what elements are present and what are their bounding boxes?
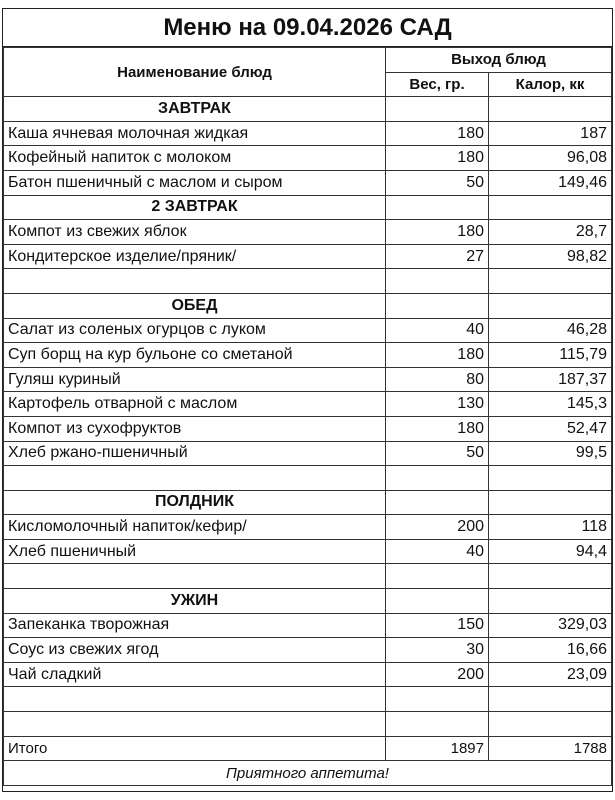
cell-calories: 96,08 <box>489 146 612 171</box>
cell-weight <box>386 687 489 712</box>
cell-name <box>4 466 386 491</box>
table-row <box>4 613 612 638</box>
cell-name: Компот из свежих яблок <box>4 220 386 245</box>
cell-calories: 52,47 <box>489 416 612 441</box>
table-row <box>4 441 612 466</box>
cell-weight <box>386 589 489 614</box>
table-row <box>4 416 612 441</box>
cell-calories <box>489 490 612 515</box>
cell-name: Картофель отварной с маслом <box>4 392 386 417</box>
cell-calories: 1788 <box>489 736 612 761</box>
table-row <box>4 146 612 171</box>
cell-calories: 187,37 <box>489 367 612 392</box>
table-row <box>4 392 612 417</box>
cell-name: Кофейный напиток с молоком <box>4 146 386 171</box>
blank-row <box>4 466 612 491</box>
cell-name: УЖИН <box>4 589 386 614</box>
cell-calories <box>489 293 612 318</box>
table-row <box>4 662 612 687</box>
cell-name <box>4 712 386 737</box>
table-row <box>4 170 612 195</box>
cell-weight <box>386 466 489 491</box>
cell-name <box>4 269 386 294</box>
menu-sheet <box>2 8 613 792</box>
table-row <box>4 244 612 269</box>
cell-name: Хлеб ржано-пшеничный <box>4 441 386 466</box>
cell-weight <box>386 564 489 589</box>
cell-weight <box>386 712 489 737</box>
header-dish-name: Наименование блюд <box>4 48 386 97</box>
table-row <box>4 121 612 146</box>
cell-weight: 180 <box>386 416 489 441</box>
cell-name: Компот из сухофруктов <box>4 416 386 441</box>
table-row <box>4 638 612 663</box>
blank-row <box>4 564 612 589</box>
cell-name: Батон пшеничный с маслом и сыром <box>4 170 386 195</box>
cell-name: Чай сладкий <box>4 662 386 687</box>
cell-weight <box>386 269 489 294</box>
header-calories: Калор, кк <box>489 72 612 97</box>
cell-weight: 180 <box>386 121 489 146</box>
cell-calories <box>489 466 612 491</box>
section-row <box>4 293 612 318</box>
cell-weight <box>386 293 489 318</box>
cell-weight: 180 <box>386 220 489 245</box>
cell-calories: 99,5 <box>489 441 612 466</box>
cell-calories <box>489 589 612 614</box>
cell-weight: 30 <box>386 638 489 663</box>
cell-name: Салат из соленых огурцов с луком <box>4 318 386 343</box>
cell-calories: 94,4 <box>489 539 612 564</box>
header-weight: Вес, гр. <box>386 72 489 97</box>
cell-name: Суп борщ на кур бульоне со сметаной <box>4 343 386 368</box>
cell-weight: 50 <box>386 441 489 466</box>
table-row <box>4 318 612 343</box>
menu-table <box>3 47 612 786</box>
cell-calories: 28,7 <box>489 220 612 245</box>
cell-name: Запеканка творожная <box>4 613 386 638</box>
cell-weight: 180 <box>386 343 489 368</box>
cell-name <box>4 564 386 589</box>
cell-weight: 27 <box>386 244 489 269</box>
cell-weight: 50 <box>386 170 489 195</box>
cell-calories: 115,79 <box>489 343 612 368</box>
cell-calories <box>489 687 612 712</box>
footer-note: Приятного аппетита! <box>4 761 612 786</box>
cell-name: 2 ЗАВТРАК <box>4 195 386 220</box>
cell-calories: 16,66 <box>489 638 612 663</box>
cell-name: Кисломолочный напиток/кефир/ <box>4 515 386 540</box>
cell-name: Соус из свежих ягод <box>4 638 386 663</box>
cell-weight: 130 <box>386 392 489 417</box>
section-row <box>4 589 612 614</box>
table-row <box>4 220 612 245</box>
total-row <box>4 736 612 761</box>
cell-calories: 149,46 <box>489 170 612 195</box>
cell-name: ПОЛДНИК <box>4 490 386 515</box>
cell-weight: 1897 <box>386 736 489 761</box>
table-row <box>4 367 612 392</box>
cell-weight: 150 <box>386 613 489 638</box>
cell-weight <box>386 490 489 515</box>
cell-calories <box>489 195 612 220</box>
table-row <box>4 539 612 564</box>
cell-calories: 187 <box>489 121 612 146</box>
cell-weight: 200 <box>386 662 489 687</box>
cell-weight: 80 <box>386 367 489 392</box>
cell-weight: 200 <box>386 515 489 540</box>
cell-calories <box>489 564 612 589</box>
cell-calories: 23,09 <box>489 662 612 687</box>
table-row <box>4 343 612 368</box>
header-output: Выход блюд <box>386 48 612 73</box>
cell-weight: 40 <box>386 318 489 343</box>
section-row <box>4 195 612 220</box>
cell-name: Хлеб пшеничный <box>4 539 386 564</box>
table-row <box>4 515 612 540</box>
cell-name <box>4 687 386 712</box>
cell-calories: 145,3 <box>489 392 612 417</box>
cell-calories: 329,03 <box>489 613 612 638</box>
cell-name: ОБЕД <box>4 293 386 318</box>
blank-row <box>4 269 612 294</box>
cell-calories <box>489 97 612 122</box>
cell-name: Итого <box>4 736 386 761</box>
section-row <box>4 97 612 122</box>
cell-weight: 40 <box>386 539 489 564</box>
cell-calories <box>489 712 612 737</box>
section-row <box>4 490 612 515</box>
cell-weight <box>386 97 489 122</box>
cell-calories: 98,82 <box>489 244 612 269</box>
blank-row <box>4 687 612 712</box>
cell-name: Каша ячневая молочная жидкая <box>4 121 386 146</box>
cell-weight: 180 <box>386 146 489 171</box>
blank-row <box>4 712 612 737</box>
page-title: Меню на 09.04.2026 САД <box>3 9 612 47</box>
cell-calories: 46,28 <box>489 318 612 343</box>
cell-name: ЗАВТРАК <box>4 97 386 122</box>
cell-calories: 118 <box>489 515 612 540</box>
cell-calories <box>489 269 612 294</box>
cell-weight <box>386 195 489 220</box>
cell-name: Гуляш куриный <box>4 367 386 392</box>
cell-name: Кондитерское изделие/пряник/ <box>4 244 386 269</box>
